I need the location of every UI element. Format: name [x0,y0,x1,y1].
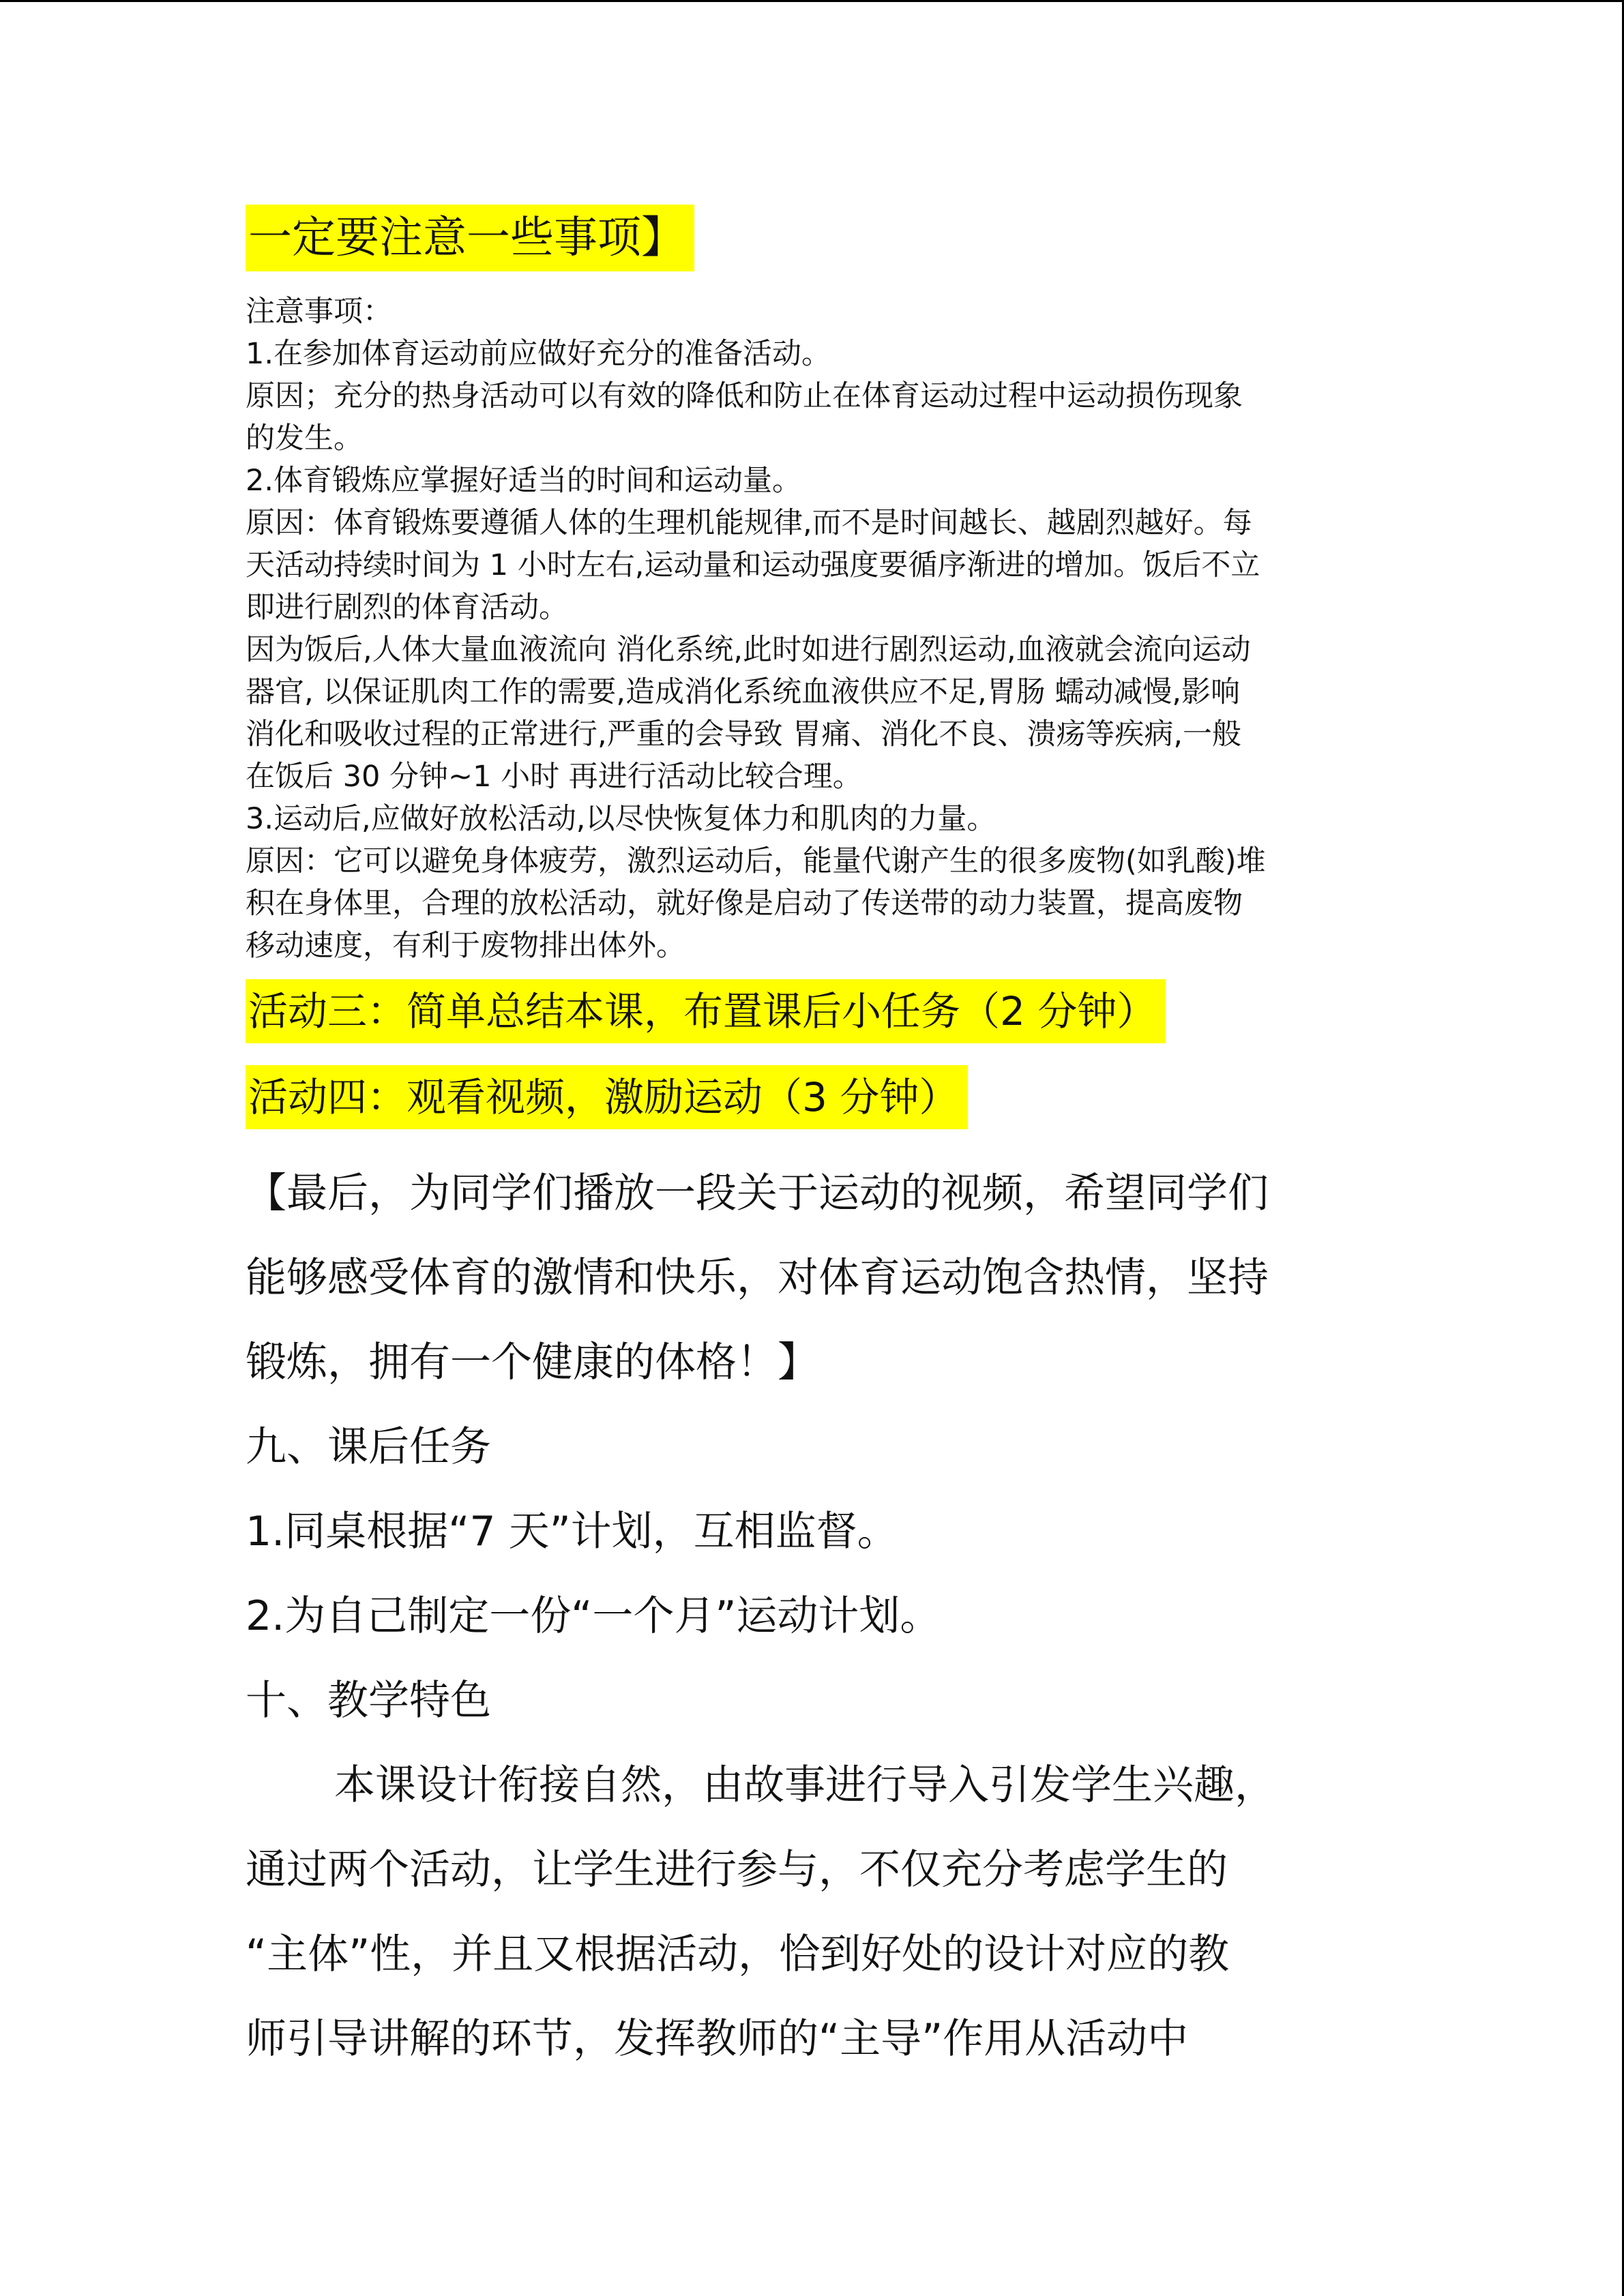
notice-line: 原因：体育锻炼要遵循人体的生理机能规律,而不是时间越长、越剧烈越好。每 [246,506,1252,540]
notice-line: 原因：它可以避免身体疲劳，激烈运动后，能量代谢产生的很多废物(如乳酸)堆 [246,844,1266,878]
notice-line: 2.体育锻炼应掌握好适当的时间和运动量。 [246,464,802,498]
notice-line: 移动速度，有利于废物排出体外。 [246,929,685,963]
notice-heading-text: 一定要注意一些事项】 [246,205,694,271]
notice-line: 的发生。 [246,421,363,456]
document-body [246,205,1391,2081]
feature-paragraph [246,1743,1391,2081]
notice-section [246,290,1391,967]
feature-line: 师引导讲解的环节，发挥教师的“主导”作用从活动中 [246,2015,1189,2063]
section-9-title: 九、课后任务 [246,1423,491,1471]
notice-line: 原因；充分的热身活动可以有效的降低和防止在体育运动过程中运动损伤现象 [246,379,1243,413]
notice-line: 因为饭后,人体大量血液流向 消化系统,此时如进行剧烈运动,血液就会流向运动 [246,633,1251,667]
page-border-top [0,0,1624,2]
task-1: 1.同桌根据“7 天”计划，互相监督。 [246,1508,898,1555]
notice-line: 1.在参加体育运动前应做好充分的准备活动。 [246,337,831,371]
activity-3-text: 活动三：简单总结本课，布置课后小任务（2 分钟） [246,979,1166,1043]
notice-line: 3.运动后,应做好放松活动,以尽快恢复体力和肌肉的力量。 [246,802,996,836]
feature-line: “主体”性，并且又根据活动，恰到好处的设计对应的教 [246,1930,1230,1978]
notice-line: 注意事项： [246,295,392,329]
feature-line: 本课设计衔接自然，由故事进行导入引发学生兴趣， [334,1761,1275,1809]
notice-line: 消化和吸收过程的正常进行,严重的会导致 胃痛、消化不良、溃疡等疾病,一般 [246,717,1242,751]
closing-line: 【最后，为同学们播放一段关于运动的视频，希望同学们 [246,1169,1269,1217]
notice-line: 天活动持续时间为 1 小时左右,运动量和运动强度要循序渐进的增加。饭后不立 [246,548,1260,582]
notice-line: 积在身体里，合理的放松活动，就好像是启动了传送带的动力装置，提高废物 [246,886,1243,921]
activity-4-text: 活动四：观看视频，激励运动（3 分钟） [246,1065,968,1129]
closing-line: 能够感受体育的激情和快乐，对体育运动饱含热情，坚持 [246,1254,1269,1302]
notice-line: 即进行剧烈的体育活动。 [246,591,568,625]
activity-3-heading [246,979,1391,1043]
section-10-title: 十、教学特色 [246,1677,491,1725]
notice-line: 器官, 以保证肌肉工作的需要,造成消化系统血液供应不足,胃肠 蠕动减慢,影响 [246,675,1241,709]
feature-line: 通过两个活动，让学生进行参与，不仅充分考虑学生的 [246,1846,1228,1894]
activity-4-heading [246,1065,1391,1129]
task-2: 2.为自己制定一份“一个月”运动计划。 [246,1592,941,1640]
closing-line: 锻炼，拥有一个健康的体格！】 [246,1339,818,1386]
closing-paragraph [246,1151,1391,1405]
notice-line: 在饭后 30 分钟~1 小时 再进行活动比较合理。 [246,760,862,794]
notice-heading [246,205,1391,271]
